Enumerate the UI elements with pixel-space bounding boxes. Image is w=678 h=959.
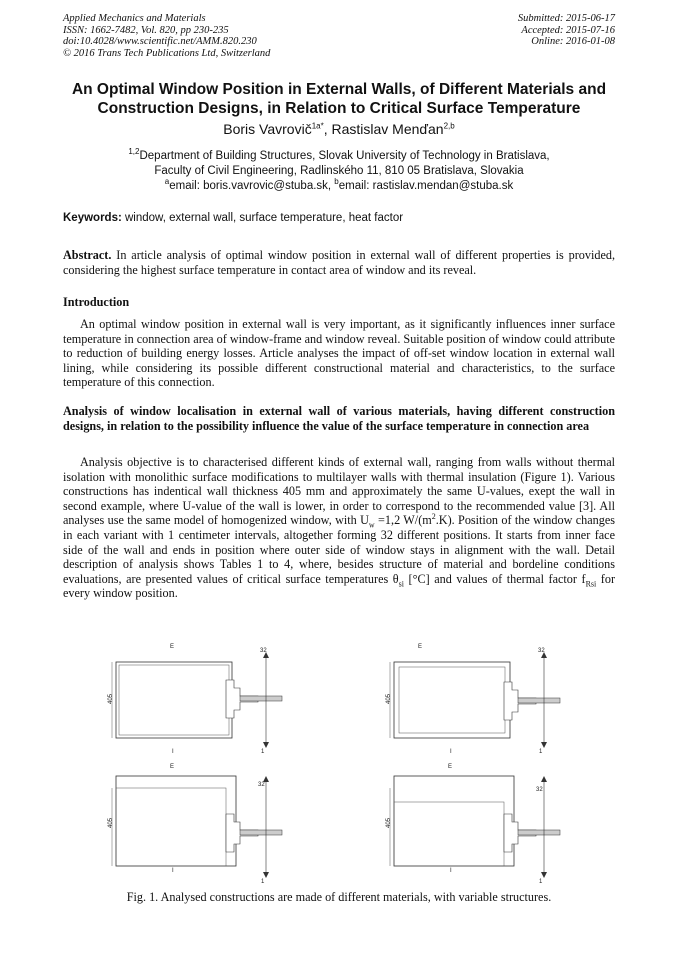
online-date: Online: 2016-01-08 <box>531 36 615 47</box>
section-2-text-3: .K). Position of the window changes in each variant with 1 centimeter intervals, altogether forming 32 different positions. It starts from inner face side of the wall and ends in position where outer side of window stays in alignment with the wall. Detail description of analysis shows Tables 1 to 4, where, besides structure of material and bordeline conditions evaluations, are presented values of critical surface temperatures θ <box>63 513 615 586</box>
section-2-text-4: [°C] and values of thermal factor f <box>403 571 586 586</box>
journal-header-right <box>518 13 615 48</box>
figure-panel-4 <box>378 758 568 886</box>
thickness-label: 405 <box>108 693 114 704</box>
position-max-label: 32 <box>538 648 545 654</box>
submitted-date: Submitted: 2015-06-17 <box>517 13 615 24</box>
intro-paragraph: An optimal window position in external wall is very important, as it significantly influences inner surface temperature in connection area of window-frame and window reveal. Suitable position of window could attribute to reduction of building energy losses. Article analyses the impact of off-set window location in external wall lining, while considering its possible different constructional material and characteristics, to the surface temperature of this connection. <box>63 317 615 390</box>
position-min-label: 1 <box>539 879 543 885</box>
wall-section <box>116 776 236 866</box>
thickness-label: 405 <box>386 693 392 704</box>
theta-subscript: si <box>398 579 404 589</box>
window-glazing <box>240 696 282 701</box>
position-max-label: 32 <box>260 648 267 654</box>
issn: ISSN: 1662-7482, Vol. 820, pp 230-235 <box>63 24 229 36</box>
author-1: Boris Vavrovič <box>223 121 312 137</box>
accepted-date: Accepted: 2015-07-16 <box>521 24 615 36</box>
email-b-marker: b <box>334 177 339 187</box>
position-min-label: 1 <box>261 749 265 755</box>
paper-title: An Optimal Window Position in External Walls, of Different Materials and Construction Designs, in Relation to Critical Surface Temperature <box>71 81 607 117</box>
label-exterior: E <box>418 644 423 650</box>
abstract-text: In article analysis of optimal window position in external wall of different properties is provided, considering the highest surface temperature in contact area of window and its reveal. <box>63 248 615 277</box>
position-max-label: 32 <box>258 782 265 788</box>
keywords-label: Keywords: <box>63 212 122 224</box>
author-separator: , <box>323 121 332 137</box>
figure-panel-3 <box>100 758 290 886</box>
figure-panel-1 <box>100 640 290 758</box>
label-exterior: E <box>170 764 175 770</box>
affiliation-line-1: Department of Building Structures, Slovak University of Technology in Bratislava, <box>139 150 550 162</box>
m2-superscript: 2 <box>431 512 436 522</box>
thickness-label: 405 <box>386 817 392 828</box>
wall-insulation-layer <box>394 802 504 866</box>
wall-section <box>394 662 510 738</box>
label-interior: I <box>450 749 452 755</box>
f-subscript: Rsi <box>585 579 597 589</box>
doi: doi:10.4028/www.scientific.net/AMM.820.230 <box>63 36 257 47</box>
section-2-text-1: Analysis objective is to characterised different kinds of external wall, ranging from walls without thermal isolation with monolithic surface modifications to multilayer walls with thermal insulation (Figure 1). Various constructions has indentical wall thickness 405 mm and approximately the same U-values, exept the wall in second example, where U-value of the wall is lower, in order to correspond to the recommended value [3]. All analyses use the same model of homogenized window, with U <box>63 455 615 528</box>
email-a: email: boris.vavrovic@stuba.sk, <box>169 180 335 192</box>
window-glazing <box>518 698 560 703</box>
window-glazing <box>240 830 282 835</box>
abstract-label: Abstract. <box>63 248 112 262</box>
figure-panel-2 <box>378 640 568 758</box>
email-a-marker: a <box>164 177 170 187</box>
window-glazing <box>518 830 560 835</box>
label-interior: I <box>172 868 174 874</box>
author-2-marker: 2,b <box>443 121 455 131</box>
position-min-label: 1 <box>539 749 543 755</box>
label-exterior: E <box>448 764 453 770</box>
position-min-label: 1 <box>261 879 265 885</box>
figure-caption: Fig. 1. Analysed constructions are made of different materials, with variable structures. <box>126 890 552 904</box>
section-2-paragraph <box>63 455 615 601</box>
copyright: © 2016 Trans Tech Publications Ltd, Switzerland <box>63 47 271 59</box>
intro-heading: Introduction <box>63 295 130 309</box>
wall-section <box>116 662 232 738</box>
thickness-label: 405 <box>108 817 114 828</box>
affiliation <box>40 149 638 194</box>
label-interior: I <box>172 749 174 755</box>
wall-inner-layer <box>119 665 229 735</box>
author-list <box>40 121 638 137</box>
label-interior: I <box>450 868 452 874</box>
position-max-label: 32 <box>536 787 543 793</box>
author-2: Rastislav Menďan <box>331 121 444 137</box>
author-1-marker: 1a* <box>311 121 324 131</box>
keywords <box>63 212 615 224</box>
uw-subscript: w <box>368 520 375 530</box>
affiliation-line-2: Faculty of Civil Engineering, Radlinského 11, 810 05 Bratislava, Slovakia <box>154 165 524 177</box>
keywords-text: window, external wall, surface temperature, heat factor <box>121 212 404 224</box>
wall-section <box>394 776 514 866</box>
email-b: email: rastislav.mendan@stuba.sk <box>338 180 514 192</box>
label-exterior: E <box>170 644 175 650</box>
abstract <box>63 248 615 277</box>
journal-header-left <box>63 13 270 59</box>
affiliation-marker: 1,2 <box>128 147 140 157</box>
section-2-text-5: for every window position. <box>63 571 615 601</box>
wall-inner-layer <box>399 667 505 733</box>
journal-name: Applied Mechanics and Materials <box>63 13 206 24</box>
wall-insulation-layer <box>116 788 226 866</box>
section-2-heading: Analysis of window localisation in external wall of various materials, having different construction designs, in relation to the possibility influence the value of the surface temperature in connection area <box>63 404 615 433</box>
section-2-text-2: =1,2 W/(m <box>374 513 432 528</box>
